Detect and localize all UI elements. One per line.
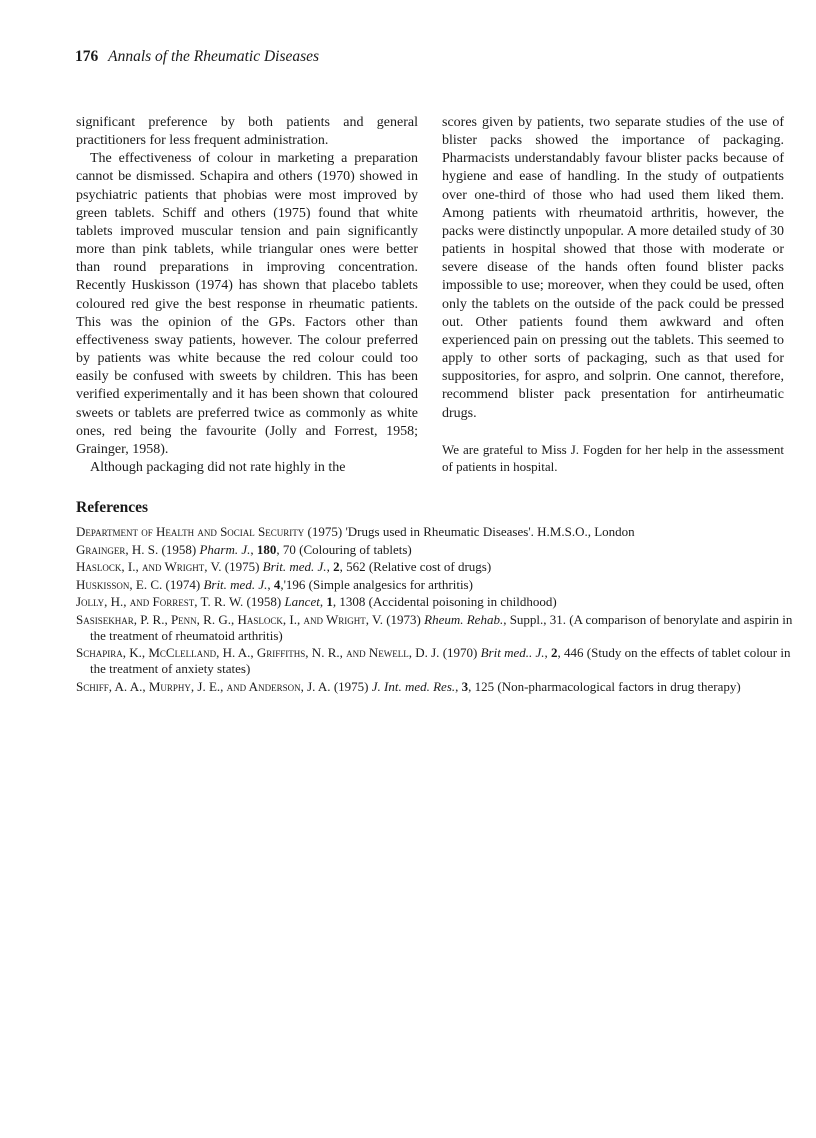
reference-year-title: (1974) — [162, 576, 204, 592]
reference-year-title: (1970) — [439, 645, 481, 661]
page-number: 176 — [75, 48, 99, 65]
reference-separator: , Suppl., 31. (A comparison of benorylate and aspirin in the treatment of rheumatoid arthritis) — [90, 611, 793, 643]
reference-volume: 2 — [551, 645, 558, 661]
reference-year-title: (1975) — [221, 559, 263, 574]
reference-year-title: (1975) 'Drugs used in Rheumatic Diseases'. H.M.S.O., London — [304, 524, 635, 539]
reference-journal: Rheum. Rehab. — [424, 611, 504, 627]
reference-item — [76, 577, 796, 593]
reference-separator: , — [455, 678, 462, 694]
reference-authors: Sasisekhar, P. R., Penn, R. G., Haslock, I., and Wright, V. — [76, 611, 383, 627]
reference-detail: , 446 (Study on the effects of tablet colour in the treatment of anxiety states) — [90, 645, 791, 677]
reference-volume: 180 — [256, 541, 277, 557]
reference-journal: Lancet — [284, 594, 320, 609]
reference-journal: J. Int. med. Res. — [371, 678, 456, 694]
references-heading: References — [76, 499, 149, 516]
body-paragraph: The effectiveness of colour in marketing a preparation cannot be dismissed. Schapira and others (1970) showed in psychiatric patients that phobias were most improved by green tablets. Schiff and others (1975) found that white tablets improved muscular tension and pain significantly more than pink tablets, while triangular ones were better than round preparations in improving concentration. Recently Huskisson (1974) has shown that placebo tablets coloured red give the best response in rheumatic patients. This was the opinion of the GPs. Factors other than effectiveness sway patients, however. The colour preferred by patients was white because the red colour could too easily be confused with sweets by children. This has been verified experimentally and it has been shown that coloured sweets or tablets are preferred twice as commonly as white ones, red being the favourite (Jolly and Forrest, 1958; Grainger, 1958). — [76, 151, 418, 457]
reference-year-title: (1958) — [243, 594, 285, 609]
reference-separator: , — [267, 576, 274, 592]
reference-volume: 3 — [461, 678, 469, 694]
reference-item — [76, 612, 796, 644]
reference-detail: ,'196 (Simple analgesics for arthritis) — [280, 576, 473, 592]
reference-year-title: (1975) — [330, 678, 372, 694]
reference-journal: Brit med.. J. — [480, 645, 545, 661]
reference-separator: , — [319, 594, 327, 609]
reference-detail: , 70 (Colouring of tablets) — [276, 541, 412, 557]
reference-detail: , 1308 (Accidental poisoning in childhood) — [332, 594, 557, 609]
reference-item — [76, 594, 796, 610]
reference-item — [76, 559, 796, 575]
reference-volume: 4 — [273, 576, 281, 592]
body-paragraph: scores given by patients, two separate studies of the use of blister packs showed the importance of packaging. Pharmacists understandably favour blister packs because of hygiene and ease of handling. In the study of outpatients over one-third of those who had used them liked them. Among patients with rheumatoid arthritis, however, the packs were distinctly unpopular. A more detailed study of 30 patients in hospital showed that those with moderate or severe disease of the hands often found blister packs impossible to use; moreover, when they could be used, often only the tablets on the outside of the pack could be pressed out. Other patients found them awkward and often experienced pain on pressing out the tablets. This seemed to apply to other sorts of packaging, such as that used for suppositories, for aspro, and solprin. One cannot, therefore, recommend blister pack presentation for antirheumatic drugs. — [442, 115, 784, 421]
reference-detail: , 125 (Non-pharmacological factors in drug therapy) — [468, 678, 741, 694]
running-head — [75, 47, 319, 67]
reference-volume: 1 — [326, 594, 333, 609]
acknowledgement: We are grateful to Miss J. Fogden for her help in the assessment of patients in hospital. — [442, 441, 784, 474]
reference-authors: Schapira, K., McClelland, H. A., Griffiths, N. R., and Newell, D. J. — [76, 645, 440, 661]
reference-journal: Pharm. J. — [199, 541, 251, 557]
reference-year-title: (1958) — [158, 541, 200, 557]
reference-separator: , — [326, 559, 334, 574]
reference-volume: 2 — [333, 559, 340, 574]
reference-journal: Brit. med. J. — [262, 559, 327, 574]
left-column — [76, 114, 418, 477]
body-paragraph: Although packaging did not rate highly in the — [90, 459, 346, 475]
body-paragraph: significant preference by both patients and general practitioners for less frequent administration. — [76, 115, 418, 149]
reference-separator: , — [250, 541, 257, 557]
reference-authors: Haslock, I., and Wright, V. — [76, 559, 222, 574]
reference-authors: Department of Health and Social Security — [76, 524, 305, 539]
reference-item — [76, 524, 796, 540]
reference-authors: Schiff, A. A., Murphy, J. E., and Anderson, J. A. — [76, 678, 331, 694]
reference-detail: , 562 (Relative cost of drugs) — [339, 559, 492, 574]
reference-authors: Jolly, H., and Forrest, T. R. W. — [76, 594, 244, 609]
reference-item — [76, 679, 796, 695]
reference-year-title: (1973) — [382, 611, 425, 627]
reference-separator: , — [544, 645, 552, 661]
reference-authors: Grainger, H. S. — [76, 541, 159, 557]
reference-item — [76, 542, 796, 558]
reference-authors: Huskisson, E. C. — [76, 576, 163, 592]
reference-list — [76, 524, 796, 696]
reference-item — [76, 645, 796, 677]
right-column — [442, 114, 784, 475]
reference-journal: Brit. med. J. — [203, 576, 268, 592]
journal-title: Annals of the Rheumatic Diseases — [108, 48, 320, 65]
